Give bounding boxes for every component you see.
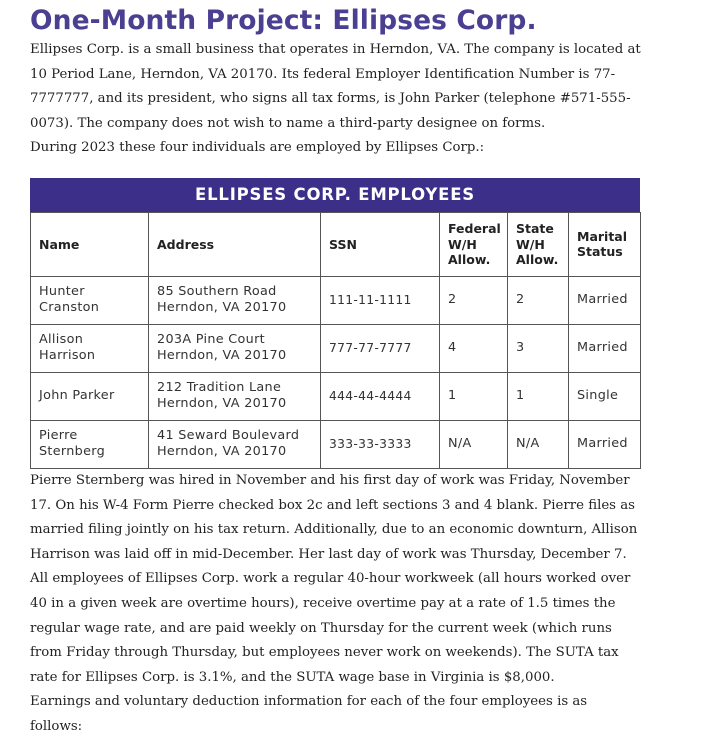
- table-caption: ELLIPSES CORP. EMPLOYEES: [30, 178, 640, 212]
- table-row: [31, 324, 641, 372]
- cell-address: 41 Seward Boulevard Herndon, VA 20170: [149, 420, 321, 468]
- employee-table: [30, 178, 640, 469]
- cell-address: 85 Southern Road Herndon, VA 20170: [149, 276, 321, 324]
- cell-address: 203A Pine Court Herndon, VA 20170: [149, 324, 321, 372]
- table-row: [31, 372, 641, 420]
- header-state-wh: State W/H Allow.: [508, 212, 569, 276]
- cell-name: Hunter Cranston: [31, 276, 149, 324]
- table-header-row: [31, 212, 641, 276]
- cell-ssn: 333-33-3333: [321, 420, 440, 468]
- hiring-layoff-paragraph: Pierre Sternberg was hired in November and his first day of work was Friday, November 17. On his W-4 Form Pierre checked box 2c and left sections 3 and 4 blank. Pierre files as married filing jointly on his tax return. Additionally, due to an economic downturn, Allison Harrison was laid off in mid-December. Her last day of work was Thursday, December 7.: [30, 472, 638, 562]
- cell-state-wh: N/A: [508, 420, 569, 468]
- header-federal-wh: Federal W/H Allow.: [440, 212, 508, 276]
- document-page: [30, 0, 642, 740]
- cell-marital-status: Single: [569, 372, 641, 420]
- intro-paragraph: Ellipses Corp. is a small business that operates in Herndon, VA. The company is located at 10 Period Lane, Herndon, VA 20170. Its federal Employer Identification Number is 77-7777777, and its president, who signs all tax forms, is John Parker (telephone #571-555-0073). The company does not wish to name a third-party designee on forms.: [30, 42, 641, 131]
- cell-federal-wh: 2: [440, 276, 508, 324]
- cell-federal-wh: 1: [440, 372, 508, 420]
- employees-intro-paragraph: During 2023 these four individuals are employed by Ellipses Corp.:: [30, 140, 485, 156]
- employee-table-grid: [30, 212, 641, 469]
- cell-federal-wh: 4: [440, 324, 508, 372]
- cell-ssn: 777-77-7777: [321, 324, 440, 372]
- earnings-intro-paragraph: Earnings and voluntary deduction information for each of the four employees is as follows:: [30, 694, 588, 734]
- table-row: [31, 420, 641, 468]
- page-title: One-Month Project: Ellipses Corp.: [30, 5, 537, 36]
- work-terms-paragraph: All employees of Ellipses Corp. work a regular 40-hour workweek (all hours worked over 40 in a given week are overtime hours), receive overtime pay at a rate of 1.5 times the regular wage rate, and are paid weekly on Thursday for the current week (which runs from Friday through Thursday, but employees never work on weekends). The SUTA tax rate for Ellipses Corp. is 3.1%, and the SUTA wage base in Virginia is $8,000.: [30, 571, 631, 685]
- header-name: Name: [31, 212, 149, 276]
- cell-marital-status: Married: [569, 420, 641, 468]
- cell-state-wh: 1: [508, 372, 569, 420]
- cell-name: Allison Harrison: [31, 324, 149, 372]
- cell-state-wh: 3: [508, 324, 569, 372]
- cell-ssn: 111-11-1111: [321, 276, 440, 324]
- header-ssn: SSN: [321, 212, 440, 276]
- cell-federal-wh: N/A: [440, 420, 508, 468]
- cell-address: 212 Tradition Lane Herndon, VA 20170: [149, 372, 321, 420]
- cell-marital-status: Married: [569, 276, 641, 324]
- header-marital-status: Marital Status: [569, 212, 641, 276]
- cell-name: Pierre Sternberg: [31, 420, 149, 468]
- cell-name: John Parker: [31, 372, 149, 420]
- table-row: [31, 276, 641, 324]
- cell-ssn: 444-44-4444: [321, 372, 440, 420]
- cell-state-wh: 2: [508, 276, 569, 324]
- header-address: Address: [149, 212, 321, 276]
- cell-marital-status: Married: [569, 324, 641, 372]
